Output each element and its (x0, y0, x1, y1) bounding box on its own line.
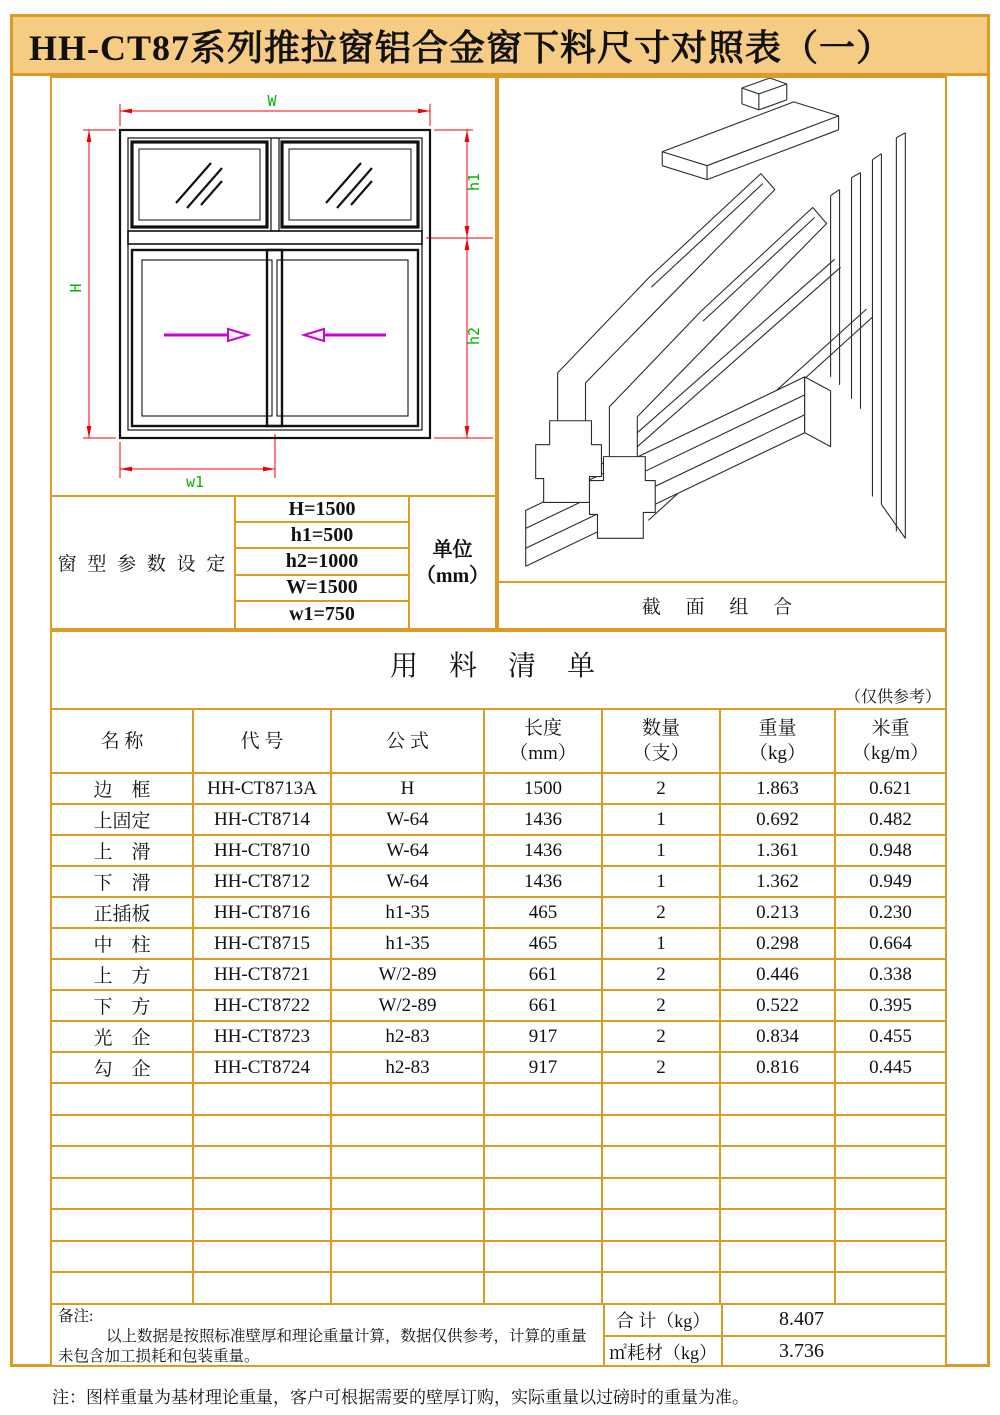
table-cell: 1 (601, 803, 719, 834)
table-cell: 465 (483, 896, 601, 927)
empty-cell (834, 1208, 945, 1240)
empty-cell (192, 1114, 330, 1146)
empty-cell (719, 1177, 834, 1209)
table-cell: h1-35 (330, 896, 483, 927)
table-cell: 0.948 (834, 834, 945, 865)
column-header: 长度 （mm） (483, 708, 601, 772)
table-cell: W/2-89 (330, 989, 483, 1020)
slide-arrows (164, 329, 386, 341)
table-cell: 0.816 (719, 1051, 834, 1082)
table-cell: HH-CT8715 (192, 927, 330, 958)
empty-cell (330, 1082, 483, 1114)
empty-cell (719, 1145, 834, 1177)
table-cell: HH-CT8712 (192, 865, 330, 896)
materials-header-row (52, 708, 945, 772)
total-weight-label: 合 计（kg） (603, 1303, 721, 1335)
table-cell: 1500 (483, 772, 601, 803)
table-cell: 0.949 (834, 865, 945, 896)
window-diagram-panel (50, 76, 497, 497)
remark-label: 备注: (58, 1307, 94, 1325)
empty-cell (330, 1208, 483, 1240)
empty-table-row (52, 1114, 945, 1146)
param-h1: h1=500 (236, 523, 408, 549)
empty-cell (330, 1114, 483, 1146)
table-row (52, 927, 945, 958)
table-cell: 1 (601, 927, 719, 958)
table-cell: W-64 (330, 865, 483, 896)
table-cell: 上 方 (52, 958, 192, 989)
empty-table-row (52, 1177, 945, 1209)
table-cell: H (330, 772, 483, 803)
empty-cell (192, 1271, 330, 1303)
empty-cell (601, 1114, 719, 1146)
table-cell: HH-CT8721 (192, 958, 330, 989)
table-cell: W-64 (330, 803, 483, 834)
table-cell: 1 (601, 834, 719, 865)
table-cell: 勾 企 (52, 1051, 192, 1082)
table-cell: 2 (601, 1051, 719, 1082)
table-cell: 1436 (483, 803, 601, 834)
empty-cell (52, 1271, 192, 1303)
empty-table-row (52, 1208, 945, 1240)
table-cell: 0.446 (719, 958, 834, 989)
reference-only-note: （仅供参考） (844, 689, 941, 706)
table-cell: 1 (601, 865, 719, 896)
empty-cell (192, 1177, 330, 1209)
empty-cell (483, 1177, 601, 1209)
empty-cell (601, 1271, 719, 1303)
table-cell: HH-CT8714 (192, 803, 330, 834)
empty-cell (483, 1082, 601, 1114)
table-row (52, 803, 945, 834)
table-cell: 2 (601, 772, 719, 803)
page-footnote: 注：图样重量为基材理论重量，客户可根据需要的壁厚订购，实际重量以过磅时的重量为准。 (52, 1388, 749, 1407)
table-cell: 1.362 (719, 865, 834, 896)
empty-cell (483, 1114, 601, 1146)
empty-cell (601, 1082, 719, 1114)
remark-line1: 以上数据是按照标准壁厚和理论重量计算，数据仅供参考，计算的重量 (106, 1327, 587, 1345)
table-cell: 中 柱 (52, 927, 192, 958)
table-cell: 上固定 (52, 803, 192, 834)
empty-cell (601, 1208, 719, 1240)
table-cell: HH-CT8716 (192, 896, 330, 927)
table-cell: 0.230 (834, 896, 945, 927)
table-cell: 661 (483, 958, 601, 989)
column-header: 名 称 (52, 708, 192, 772)
empty-cell (330, 1240, 483, 1272)
empty-cell (483, 1208, 601, 1240)
empty-cell (834, 1082, 945, 1114)
section-drawing-area (499, 78, 945, 581)
materials-rows (52, 772, 945, 1082)
table-cell: 0.455 (834, 1020, 945, 1051)
table-row (52, 772, 945, 803)
empty-cell (192, 1208, 330, 1240)
empty-table-row (52, 1145, 945, 1177)
table-row (52, 1020, 945, 1051)
window-diagram (52, 78, 495, 495)
column-header: 数量 （支） (601, 708, 719, 772)
table-cell: 2 (601, 989, 719, 1020)
empty-cell (601, 1145, 719, 1177)
table-cell: 下 方 (52, 989, 192, 1020)
remark-cell (52, 1303, 603, 1367)
table-cell: 下 滑 (52, 865, 192, 896)
table-cell: 0.338 (834, 958, 945, 989)
param-w1: w1=750 (289, 603, 355, 626)
section-isometric-drawing (499, 78, 945, 581)
dimension-labels (67, 92, 483, 491)
per-sqm-value: 3.736 (721, 1335, 945, 1367)
empty-table-row (52, 1240, 945, 1272)
materials-title: 用 料 清 单 (389, 651, 607, 682)
empty-cell (330, 1145, 483, 1177)
materials-title-block (52, 632, 945, 708)
empty-cell (834, 1177, 945, 1209)
empty-cell (52, 1145, 192, 1177)
table-cell: W-64 (330, 834, 483, 865)
empty-cell (719, 1271, 834, 1303)
table-cell: 0.213 (719, 896, 834, 927)
table-cell: 0.482 (834, 803, 945, 834)
materials-footer (52, 1303, 945, 1367)
param-W: W=1500 (236, 576, 408, 602)
table-cell: 上 滑 (52, 834, 192, 865)
total-weight-value: 8.407 (721, 1303, 945, 1335)
table-cell: 光 企 (52, 1020, 192, 1051)
table-row (52, 989, 945, 1020)
parameter-table-label: 窗 型 参 数 设 定 (52, 497, 236, 628)
empty-cell (192, 1082, 330, 1114)
table-cell: 0.445 (834, 1051, 945, 1082)
glass-hatch (176, 163, 372, 208)
svg-text:h1: h1 (465, 172, 483, 192)
table-cell: 1436 (483, 865, 601, 896)
table-cell: 边 框 (52, 772, 192, 803)
empty-cell (834, 1271, 945, 1303)
table-cell: 465 (483, 927, 601, 958)
unit-cell: 单位 （mm） (408, 497, 495, 628)
table-cell: 917 (483, 1020, 601, 1051)
empty-cell (483, 1145, 601, 1177)
empty-cell (330, 1177, 483, 1209)
table-cell: 0.621 (834, 772, 945, 803)
parameter-table (50, 495, 497, 630)
section-panel (497, 76, 947, 630)
table-row (52, 958, 945, 989)
empty-cell (719, 1208, 834, 1240)
table-cell: 1.361 (719, 834, 834, 865)
materials-table (50, 630, 947, 1367)
table-cell: h2-83 (330, 1020, 483, 1051)
table-cell: 2 (601, 1020, 719, 1051)
title-bar (10, 14, 990, 76)
table-cell: 0.834 (719, 1020, 834, 1051)
table-cell: 1.863 (719, 772, 834, 803)
table-cell: 2 (601, 896, 719, 927)
table-cell: 0.692 (719, 803, 834, 834)
table-cell: HH-CT8722 (192, 989, 330, 1020)
table-cell: HH-CT8723 (192, 1020, 330, 1051)
empty-cell (52, 1082, 192, 1114)
column-header: 米重 （kg/m） (834, 708, 945, 772)
empty-cell (719, 1240, 834, 1272)
per-sqm-label: ㎡耗材（kg） (603, 1335, 721, 1367)
dimension-arrows (87, 109, 470, 472)
table-cell: 1436 (483, 834, 601, 865)
column-header: 公 式 (330, 708, 483, 772)
svg-text:W: W (267, 92, 277, 110)
table-cell: 正插板 (52, 896, 192, 927)
empty-cell (330, 1271, 483, 1303)
remark-line2: 未包含加工损耗和包装重量。 (58, 1347, 260, 1365)
table-cell: 661 (483, 989, 601, 1020)
table-row (52, 1051, 945, 1082)
svg-text:h2: h2 (465, 326, 483, 346)
empty-cell (834, 1145, 945, 1177)
empty-cell (719, 1114, 834, 1146)
window-outline (120, 130, 430, 438)
table-cell: HH-CT8710 (192, 834, 330, 865)
table-cell: HH-CT8713A (192, 772, 330, 803)
table-cell: h1-35 (330, 927, 483, 958)
empty-cell (719, 1082, 834, 1114)
empty-cell (52, 1208, 192, 1240)
table-cell: 0.664 (834, 927, 945, 958)
svg-text:w1: w1 (185, 473, 205, 491)
page-title: HH-CT87系列推拉窗铝合金窗下料尺寸对照表（一） (29, 27, 894, 68)
param-H: H=1500 (236, 497, 408, 523)
table-cell: 0.395 (834, 989, 945, 1020)
empty-cell (52, 1240, 192, 1272)
table-row (52, 896, 945, 927)
empty-cell (601, 1177, 719, 1209)
table-cell: h2-83 (330, 1051, 483, 1082)
empty-cell (192, 1240, 330, 1272)
empty-cell (483, 1240, 601, 1272)
empty-cell (834, 1114, 945, 1146)
empty-table-row (52, 1082, 945, 1114)
empty-cell (52, 1114, 192, 1146)
column-header: 重量 （kg） (719, 708, 834, 772)
column-header: 代 号 (192, 708, 330, 772)
table-cell: 2 (601, 958, 719, 989)
section-caption: 截 面 组 合 (499, 581, 945, 628)
empty-cell (483, 1271, 601, 1303)
table-row (52, 834, 945, 865)
table-cell: HH-CT8724 (192, 1051, 330, 1082)
empty-cell (52, 1177, 192, 1209)
empty-cell (601, 1240, 719, 1272)
table-cell: 0.522 (719, 989, 834, 1020)
empty-cell (834, 1240, 945, 1272)
table-row (52, 865, 945, 896)
table-cell: 0.298 (719, 927, 834, 958)
empty-table-row (52, 1271, 945, 1303)
svg-text:H: H (67, 283, 85, 293)
table-cell: W/2-89 (330, 958, 483, 989)
param-h2: h2=1000 (236, 549, 408, 575)
materials-empty-rows (52, 1082, 945, 1303)
table-cell: 917 (483, 1051, 601, 1082)
empty-cell (192, 1145, 330, 1177)
